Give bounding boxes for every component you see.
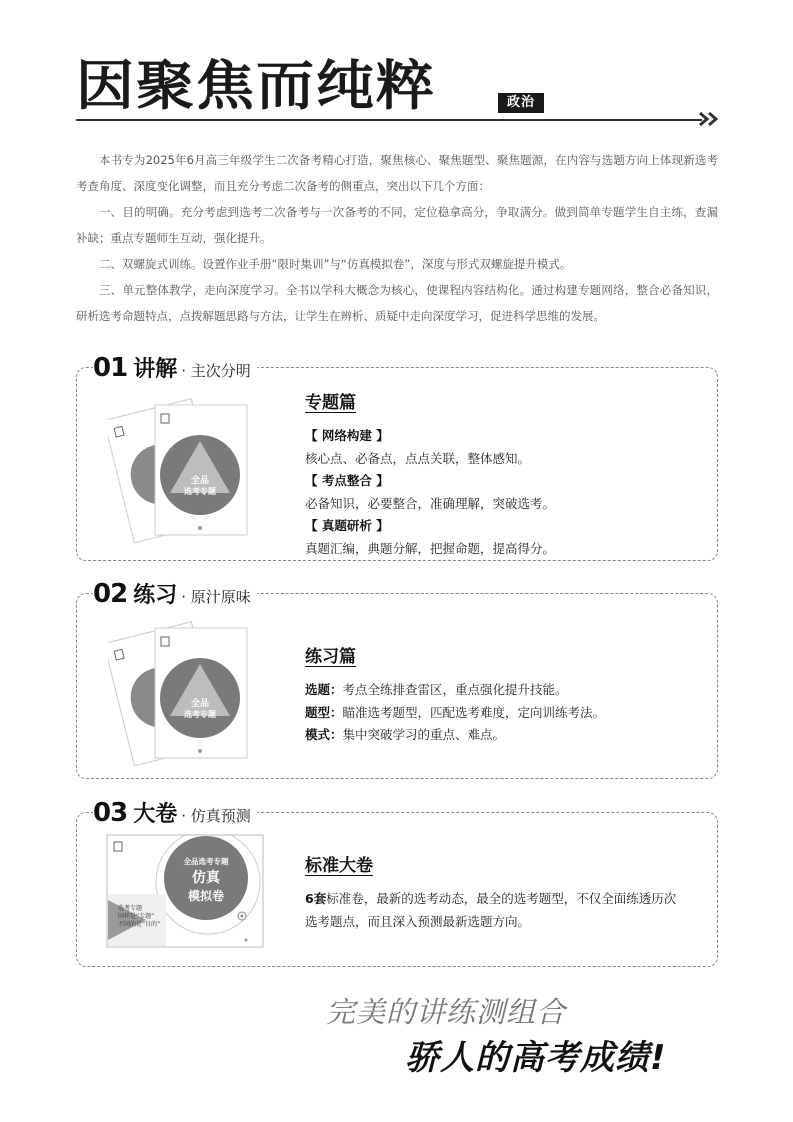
section-content-lecture (305, 388, 705, 560)
section-subtitle: · 原汁原味 (181, 588, 251, 606)
section-title: 专题篇 (305, 393, 356, 413)
section-line: 模式：集中突破学习的重点、难点。 (305, 727, 506, 742)
section-number: 03 (93, 798, 128, 828)
section-name: 讲解 (133, 357, 178, 382)
section-line: 选考题点，而且深入预测最新选题方向。 (305, 913, 531, 929)
section-line: 题型：瞄准选考题型，匹配选考难度，定向训练考法。 (305, 704, 606, 720)
section-line: 真题汇编，典题分解，把握命题，提高得分。 (305, 540, 556, 556)
book-text: 不同的是“目的” (118, 921, 161, 928)
section-line: 选题：考点全练排查雷区，重点强化提升技能。 (305, 682, 568, 697)
header-divider (76, 119, 702, 121)
intro-text (76, 147, 718, 329)
section-title: 标准大卷 (305, 856, 373, 876)
book-cover-exam (106, 834, 266, 952)
page-title: 因聚焦而纯粹 (76, 54, 437, 117)
section-subtitle: · 仿真预测 (181, 807, 251, 825)
subject-tag: 政治 (498, 93, 544, 113)
book-text: 选考专题 (184, 487, 216, 496)
book-text: 选考专题 (184, 710, 216, 719)
book-text: 全品 (190, 476, 210, 486)
intro-paragraph: 二、双螺旋式训练。设置作业手册“限时集训”与“仿真模拟卷”，深度与形式双螺旋提升模式。 (99, 257, 572, 271)
section-content-practice (305, 642, 705, 747)
book-text: 仿真 (192, 870, 220, 886)
book-text: 模拟卷 (187, 889, 225, 903)
slogan-secondary: 骄人的高考成绩! (405, 1038, 667, 1078)
intro-paragraph: 三、单元整体教学，走向深度学习。全书以学科大概念为核心，使课程内容结构化。通过构建专题网络，整合必备知识，研析选考命题特点，点拨解题思路与方法，让学生在辨析、质疑中走向深度学习，促进科学思维的发展。 (76, 283, 718, 323)
section-line: 6套标准卷，最新的选考动态，最全的选考题型，不仅全面练透历次 (305, 891, 677, 906)
section-heading-exam (93, 797, 257, 827)
intro-paragraph: 一、目的明确。充分考虑到选考二次备考与一次备考的不同，定位稳拿高分，争取满分。做到简单专题学生自主练，查漏补缺；重点专题师生互动，强化提升。 (76, 205, 718, 245)
book-text: 全品选考专题 (183, 857, 229, 866)
section-number: 02 (93, 579, 128, 609)
section-line: 【 真题研析 】 (305, 518, 389, 533)
section-title: 练习篇 (305, 647, 356, 667)
section-line: 【 考点整合 】 (305, 473, 389, 488)
book-text: 选考专题 (118, 905, 143, 912)
intro-paragraph: 本书专为2025年6月高三年级学生二次备考精心打造，聚焦核心、聚焦题型、聚焦题源，在内容与选题方向上体现新选考考查角度、深度变化调整，而且充分考虑二次备考的侧重点，突出以下几个方面： (76, 153, 718, 193)
section-line: 核心点、必备点，点点关联，整体感知。 (305, 450, 531, 466)
book-cover-practice (108, 620, 253, 772)
section-name: 大卷 (133, 802, 178, 827)
section-number: 01 (93, 353, 128, 383)
section-heading-lecture (93, 352, 257, 382)
double-chevron-right-icon (698, 110, 720, 128)
section-content-exam (305, 851, 705, 933)
section-name: 练习 (133, 583, 178, 608)
section-subtitle: · 主次分明 (181, 362, 251, 380)
book-text: 全品 (190, 699, 210, 709)
slogan-primary: 完美的讲练测组合 (326, 995, 567, 1029)
book-text: 同样是“专题” (118, 913, 155, 920)
section-line: 必备知识，必要整合，准确理解，突破选考。 (305, 495, 556, 511)
book-cover-lecture (108, 397, 253, 549)
section-line: 【 网络构建 】 (305, 428, 389, 443)
section-heading-practice (93, 578, 257, 608)
